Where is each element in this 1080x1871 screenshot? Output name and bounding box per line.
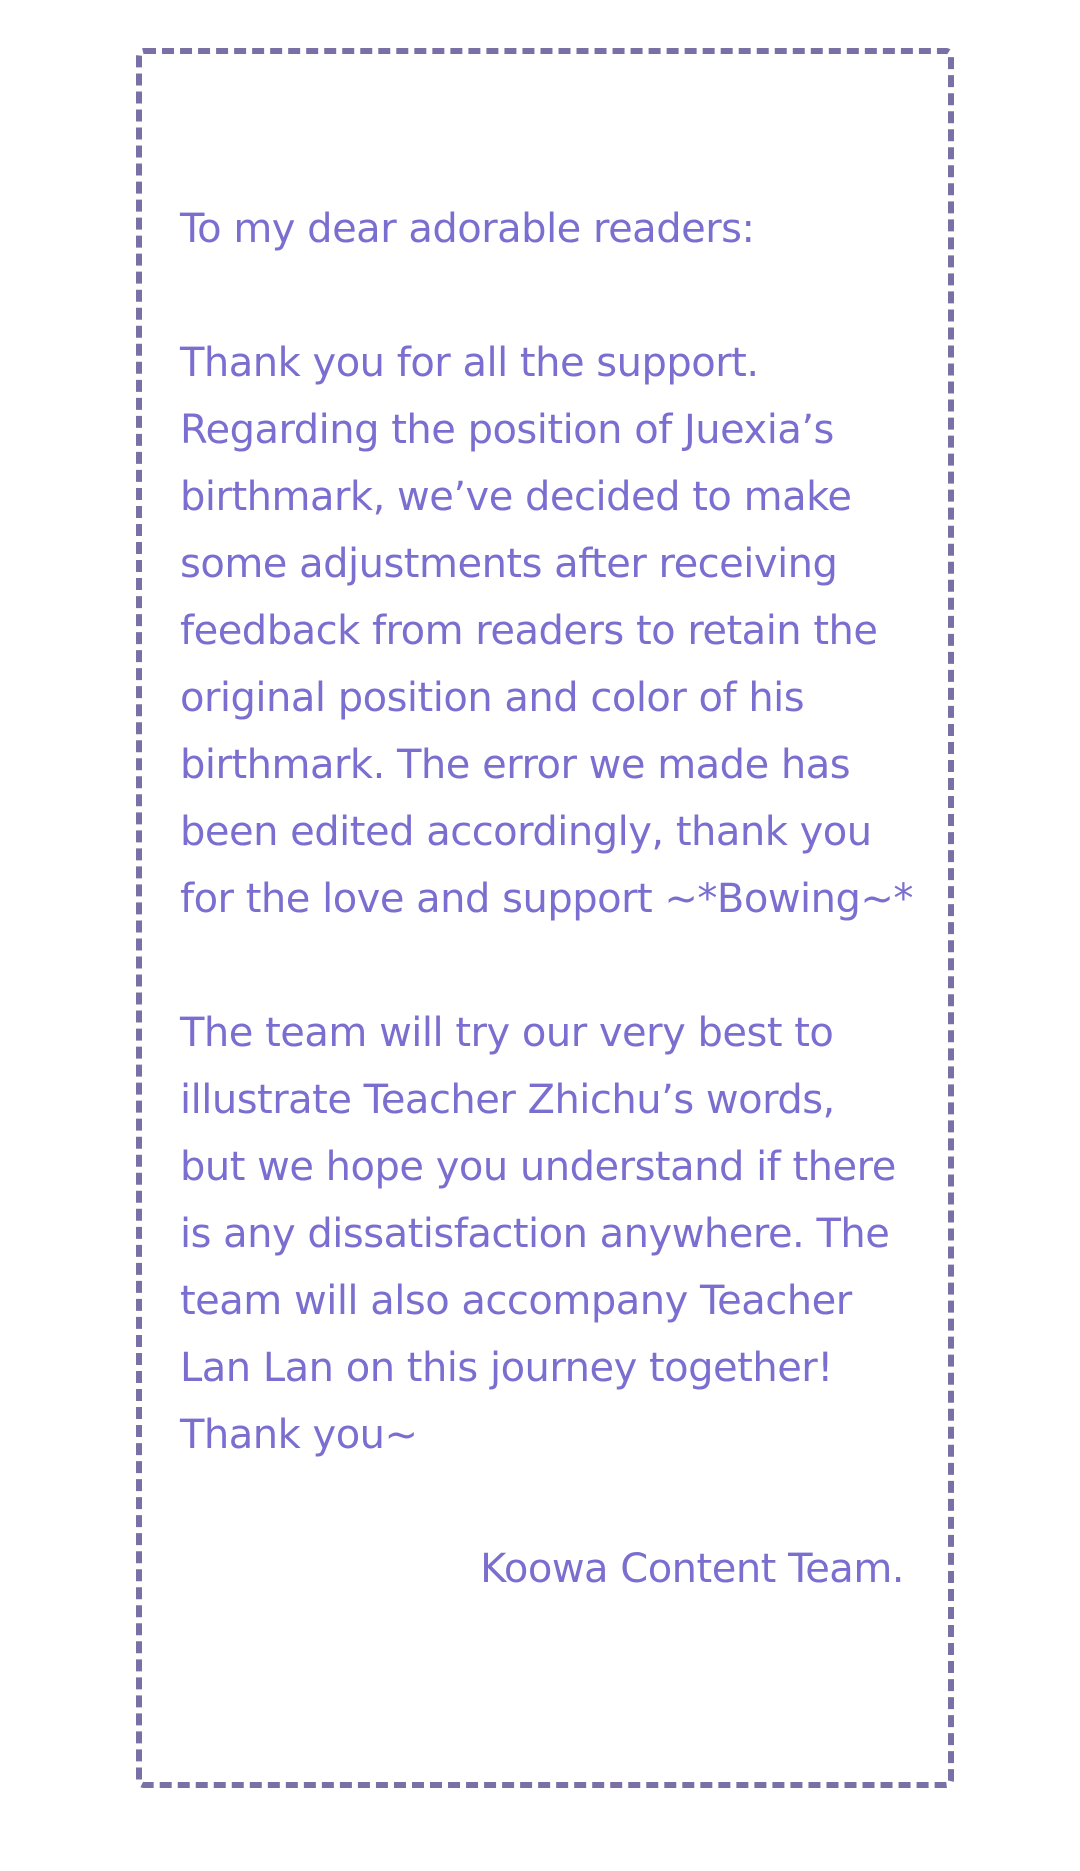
paragraph-support <box>180 330 940 933</box>
text-line: for the love and support ~*Bowing~* <box>180 876 913 922</box>
text-line: Regarding the position of Juexia’s <box>180 407 834 453</box>
text-line: Lan Lan on this journey together! <box>180 1345 833 1391</box>
text-line: Thank you for all the support. <box>180 340 759 386</box>
text-line: birthmark, we’ve decided to make <box>180 474 852 520</box>
text-line: feedback from readers to retain the <box>180 608 878 654</box>
letter-body <box>180 196 940 1603</box>
text-line: illustrate Teacher Zhichu’s words, <box>180 1077 835 1123</box>
letter-signature: Koowa Content Team. <box>480 1546 904 1592</box>
text-line: some adjustments after receiving <box>180 541 838 587</box>
text-line: team will also accompany Teacher <box>180 1278 852 1324</box>
text-line: birthmark. The error we made has <box>180 742 851 788</box>
paragraph-team <box>180 1000 940 1469</box>
text-line: but we hope you understand if there <box>180 1144 896 1190</box>
text-line: been edited accordingly, thank you <box>180 809 872 855</box>
text-line: original position and color of his <box>180 675 805 721</box>
text-line: The team will try our very best to <box>180 1010 834 1056</box>
letter-greeting: To my dear adorable readers: <box>180 206 755 252</box>
text-line: Thank you~ <box>180 1412 418 1458</box>
text-line: is any dissatisfaction anywhere. The <box>180 1211 890 1257</box>
